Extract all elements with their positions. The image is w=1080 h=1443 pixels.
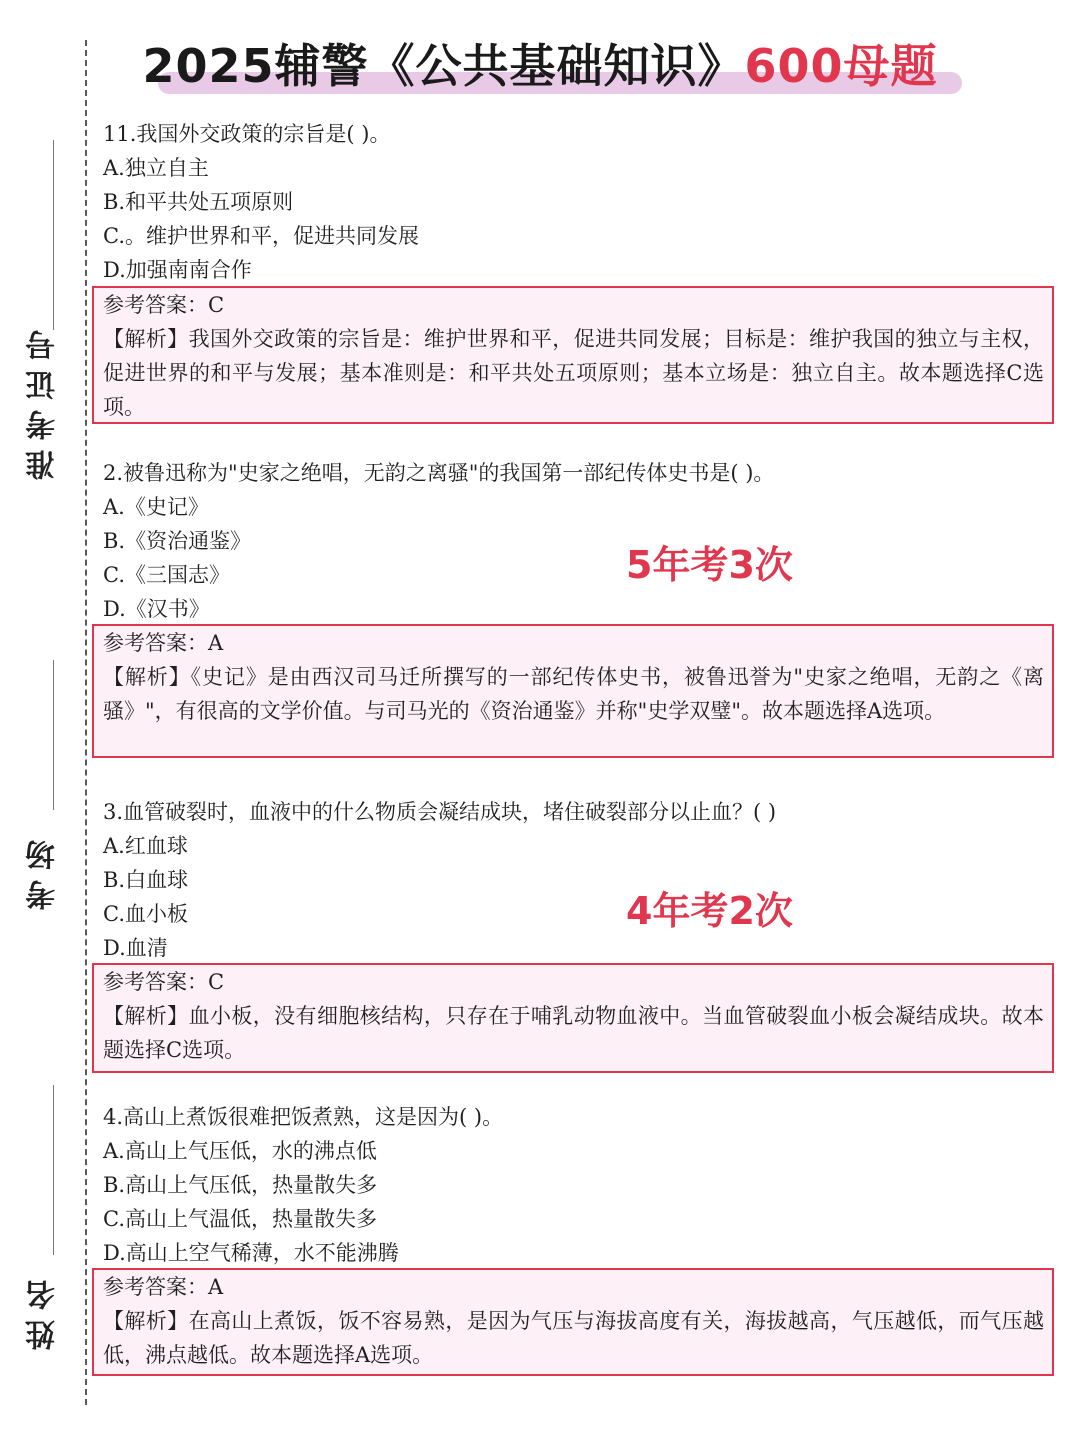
question-1-answer: 参考答案：C	[103, 293, 225, 317]
question-4-option-a: A.高山上气压低，水的沸点低	[103, 1139, 377, 1163]
side-field-exam-room: 考场	[26, 830, 61, 910]
side-rule-ticket	[53, 140, 54, 330]
question-1-option-a: A.独立自主	[103, 156, 209, 180]
frequency-stamp-2: 4年考2次	[626, 889, 793, 933]
question-1-stem: 11.我国外交政策的宗旨是( )。	[103, 122, 391, 146]
question-3-option-b: B.白血球	[103, 868, 189, 892]
question-1-answer-box	[92, 286, 1054, 424]
question-2-answer: 参考答案：A	[103, 631, 224, 655]
question-3-option-d: D.血清	[103, 936, 168, 960]
title-block	[0, 32, 1080, 102]
question-2-option-b: B.《资治通鉴》	[103, 529, 252, 553]
question-2-option-d: D.《汉书》	[103, 597, 210, 621]
page-title	[0, 32, 1080, 100]
question-3-option-c: C.血小板	[103, 902, 188, 926]
question-3-answer: 参考答案：C	[103, 970, 225, 994]
question-2-explanation: 【解析】《史记》是由西汉司马迁所撰写的一部纪传体史书，被鲁迅誉为"史家之绝唱，无韵之《离骚》"，有很高的文学价值。与司马光的《资治通鉴》并称"史学双璧"。故本题选择A选项。	[103, 665, 1044, 723]
frequency-stamp-1: 5年考3次	[626, 543, 793, 587]
question-1-explanation: 【解析】我国外交政策的宗旨是：维护世界和平，促进共同发展；目标是：维护我国的独立与主权，促进世界的和平与发展；基本准则是：和平共处五项原则；基本立场是：独立自主。故本题选择C选项。	[103, 327, 1044, 419]
side-field-ticket-number: 准考证号	[26, 320, 61, 480]
question-4-option-c: C.高山上气温低，热量散失多	[103, 1207, 377, 1231]
title-accent: 600母题	[744, 39, 938, 93]
question-2-option-a: A.《史记》	[103, 495, 209, 519]
question-3-explanation: 【解析】血小板，没有细胞核结构，只存在于哺乳动物血液中。当血管破裂血小板会凝结成块。故本题选择C选项。	[103, 1004, 1044, 1062]
question-2-answer-box	[92, 624, 1054, 758]
question-4-answer: 参考答案：A	[103, 1275, 224, 1299]
side-field-name: 姓名	[26, 1270, 61, 1350]
question-1-option-c: C.。维护世界和平，促进共同发展	[103, 224, 419, 248]
question-3-answer-box	[92, 963, 1054, 1073]
side-rule-name	[53, 1085, 54, 1255]
question-3-option-a: A.红血球	[103, 834, 188, 858]
question-4-option-b: B.高山上气压低，热量散失多	[103, 1173, 378, 1197]
question-2-option-c: C.《三国志》	[103, 563, 230, 587]
question-1-option-d: D.加强南南合作	[103, 258, 252, 282]
title-main: 2025辅警《公共基础知识》	[142, 39, 745, 93]
binding-dashed-line	[85, 40, 87, 1405]
question-4-stem: 4.高山上煮饭很难把饭煮熟，这是因为( )。	[103, 1105, 504, 1129]
side-rule-room	[53, 660, 54, 810]
question-4-answer-box	[92, 1268, 1054, 1376]
question-2-stem: 2.被鲁迅称为"史家之绝唱，无韵之离骚"的我国第一部纪传体史书是( )。	[103, 461, 775, 485]
question-4-option-d: D.高山上空气稀薄，水不能沸腾	[103, 1241, 399, 1265]
question-4-explanation: 【解析】在高山上煮饭，饭不容易熟，是因为气压与海拔高度有关，海拔越高，气压越低，而气压越低，沸点越低。故本题选择A选项。	[103, 1309, 1044, 1367]
question-1-option-b: B.和平共处五项原则	[103, 190, 294, 214]
question-3-stem: 3.血管破裂时，血液中的什么物质会凝结成块，堵住破裂部分以止血？( )	[103, 800, 777, 824]
